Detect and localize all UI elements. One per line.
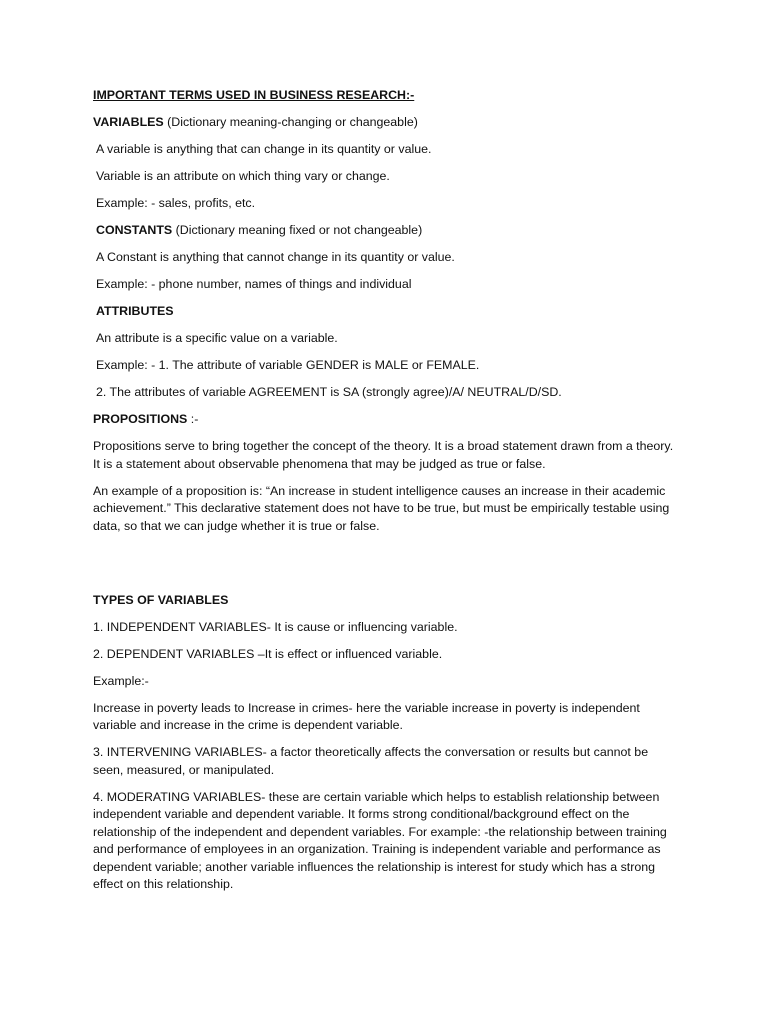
constants-heading-line — [93, 222, 678, 240]
document-title: IMPORTANT TERMS USED IN BUSINESS RESEARCH:- — [93, 88, 415, 102]
propositions-paragraph-2: An example of a proposition is: “An increase in student intelligence causes an increase in their academic achievement.” This declarative statement does not have to be true, but must be empirically testable using data, so that we can judge whether it is true or false. — [93, 483, 670, 533]
section-spacer — [93, 545, 678, 592]
constants-heading-note: (Dictionary meaning fixed or not changeable) — [172, 223, 423, 237]
propositions-heading-suffix: :- — [187, 412, 199, 426]
types-item-4: 4. MODERATING VARIABLES- these are certain variable which helps to establish relationship between independent variable and dependent variable. It forms strong conditional/background effect on the relationship of the independent and dependent variables. For example: -the relationship between training and performance of employees in an organization. Training is independent variable and performance as dependent variable; another variable influences the relationship is interest for study which has a strong effect on this relationship. — [93, 789, 667, 891]
propositions-heading: PROPOSITIONS — [93, 412, 188, 426]
types-item-3: 3. INTERVENING VARIABLES- a factor theoretically affects the conversation or results but cannot be seen, measured, or manipulated. — [93, 745, 649, 777]
document-body — [93, 87, 678, 903]
constants-heading: CONSTANTS — [96, 223, 173, 237]
types-item-1: 1. INDEPENDENT VARIABLES- It is cause or influencing variable. — [93, 619, 458, 634]
attributes-definition: An attribute is a specific value on a variable. — [96, 331, 338, 345]
types-item-2: 2. DEPENDENT VARIABLES –It is effect or influenced variable. — [93, 646, 443, 661]
constants-example: Example: - phone number, names of things and individual — [96, 277, 412, 291]
types-example-text: Increase in poverty leads to Increase in crimes- here the variable increase in poverty is independent variable and increase in the crime is dependent variable. — [93, 700, 640, 732]
attributes-example-1: Example: - 1. The attribute of variable GENDER is MALE or FEMALE. — [96, 358, 480, 372]
propositions-heading-line — [93, 411, 678, 429]
variables-definition-2: Variable is an attribute on which thing vary or change. — [96, 169, 390, 183]
types-example-label: Example:- — [93, 673, 149, 688]
variables-definition-1: A variable is anything that can change in its quantity or value. — [96, 142, 432, 156]
attributes-heading: ATTRIBUTES — [96, 304, 174, 318]
attributes-example-2: 2. The attributes of variable AGREEMENT is SA (strongly agree)/A/ NEUTRAL/D/SD. — [96, 385, 562, 399]
variables-example: Example: - sales, profits, etc. — [96, 196, 256, 210]
variables-heading-line — [93, 114, 678, 132]
variables-heading-note: (Dictionary meaning-changing or changeable) — [163, 115, 418, 129]
variables-heading: VARIABLES — [93, 115, 164, 129]
propositions-paragraph-1: Propositions serve to bring together the concept of the theory. It is a broad statement drawn from a theory. It is a statement about observable phenomena that may be judged as true or false. — [93, 439, 674, 471]
constants-definition: A Constant is anything that cannot change in its quantity or value. — [96, 250, 455, 264]
types-heading: TYPES OF VARIABLES — [93, 592, 229, 607]
